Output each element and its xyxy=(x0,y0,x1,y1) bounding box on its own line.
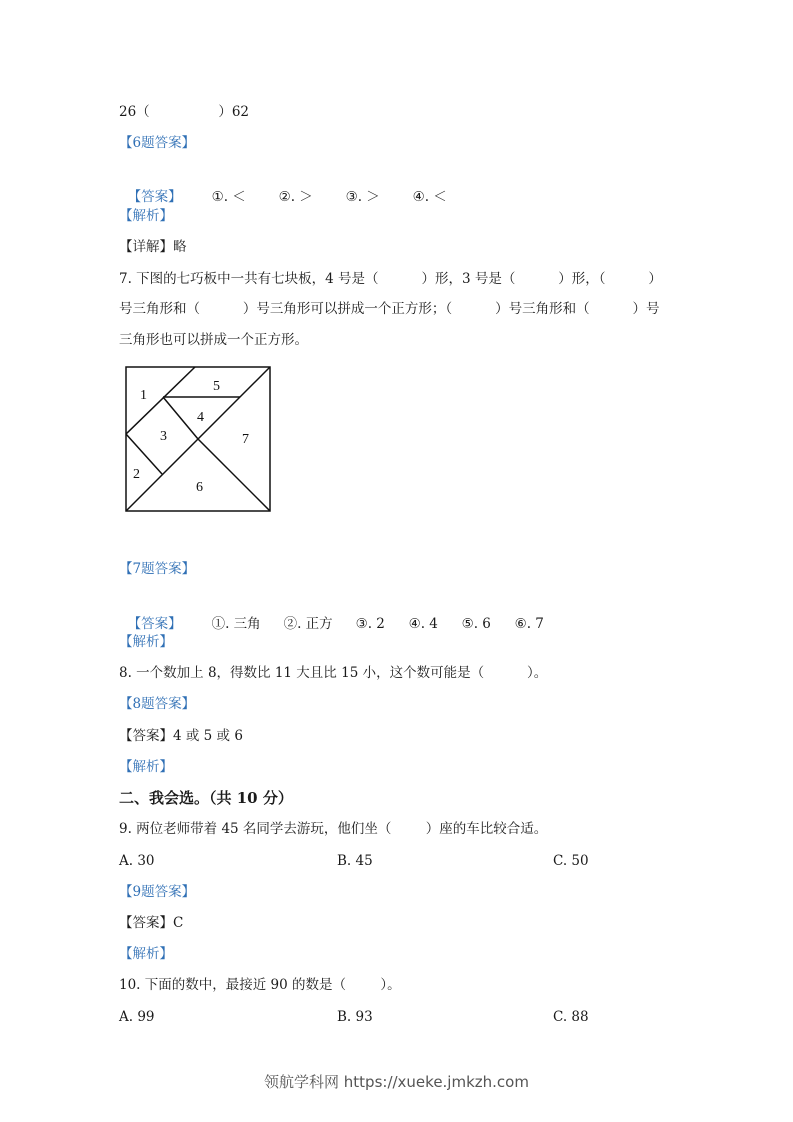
q8-answer: 【答案】4 或 5 或 6 xyxy=(119,728,243,744)
answer-item: ②. ＞ xyxy=(278,189,313,205)
answer-label: 【答案】 xyxy=(127,616,182,632)
q9-answer: 【答案】C xyxy=(119,915,184,931)
option-b: B. 93 xyxy=(337,1009,373,1025)
q7-answer-tag: 【7题答案】 xyxy=(119,561,196,577)
tangram-edge xyxy=(198,439,270,511)
q9-analysis-label: 【解析】 xyxy=(119,946,173,962)
q10-question: 10. 下面的数中，最接近 90 的数是（ ）。 xyxy=(119,977,401,993)
q7-analysis-label: 【解析】 xyxy=(119,634,173,650)
tangram-label: 7 xyxy=(242,432,249,447)
tangram-edge xyxy=(163,397,198,439)
answer-item: ④. ＜ xyxy=(412,189,447,205)
answer-item: ②. 正方 xyxy=(283,616,333,632)
q6-analysis-label: 【解析】 xyxy=(119,208,173,224)
q9-question: 9. 两位老师带着 45 名同学去游玩，他们坐（ ）座的车比较合适。 xyxy=(119,821,548,837)
answer-item: ③. 2 xyxy=(355,616,385,632)
q6-detail: 【详解】略 xyxy=(119,239,187,255)
answer-item: ⑥. 7 xyxy=(514,616,544,632)
q9-answer-tag: 【9题答案】 xyxy=(119,884,196,900)
q7-question-line-2: 号三角形和（ ）号三角形可以拼成一个正方形；（ ）号三角形和（ ）号 xyxy=(119,301,660,317)
option-a: A. 99 xyxy=(119,1009,155,1025)
answer-item: ③. ＞ xyxy=(345,189,380,205)
answer-label: 【答案】 xyxy=(127,189,182,205)
tangram-label: 6 xyxy=(196,480,203,495)
option-a: A. 30 xyxy=(119,853,155,869)
answer-item: ①. 三角 xyxy=(211,616,261,632)
q7-question-line-1: 7. 下图的七巧板中一共有七块板，4 号是（ ）形，3 号是（ ）形，（ ） xyxy=(119,271,662,287)
tangram-label: 4 xyxy=(197,410,204,425)
q6-answer-tag: 【6题答案】 xyxy=(119,135,196,151)
answer-item: ⑤. 6 xyxy=(461,616,491,632)
option-b: B. 45 xyxy=(337,853,373,869)
footer-watermark: 领航学科网 https://xueke.jmkzh.com xyxy=(264,1073,529,1091)
q7-question-line-3: 三角形也可以拼成一个正方形。 xyxy=(119,332,308,348)
q7-answer-row xyxy=(119,597,544,633)
option-c: C. 88 xyxy=(553,1009,589,1025)
tangram-label: 3 xyxy=(160,429,167,444)
q8-question: 8. 一个数加上 8，得数比 11 大且比 15 小，这个数可能是（ ）。 xyxy=(119,665,548,681)
q8-answer-tag: 【8题答案】 xyxy=(119,696,196,712)
tangram-edge xyxy=(126,434,162,474)
comparison-line: 26（ ）62 xyxy=(119,104,250,120)
option-c: C. 50 xyxy=(553,853,589,869)
tangram-figure xyxy=(118,360,280,520)
tangram-label: 1 xyxy=(140,388,147,403)
q8-analysis-label: 【解析】 xyxy=(119,759,173,775)
tangram-label: 2 xyxy=(133,467,140,482)
answer-item: ①. ＜ xyxy=(211,189,246,205)
section-heading: 二、我会选。（共 10 分） xyxy=(119,789,293,807)
q6-answer-row xyxy=(119,170,447,206)
tangram-label: 5 xyxy=(213,379,220,394)
answer-item: ④. 4 xyxy=(408,616,438,632)
